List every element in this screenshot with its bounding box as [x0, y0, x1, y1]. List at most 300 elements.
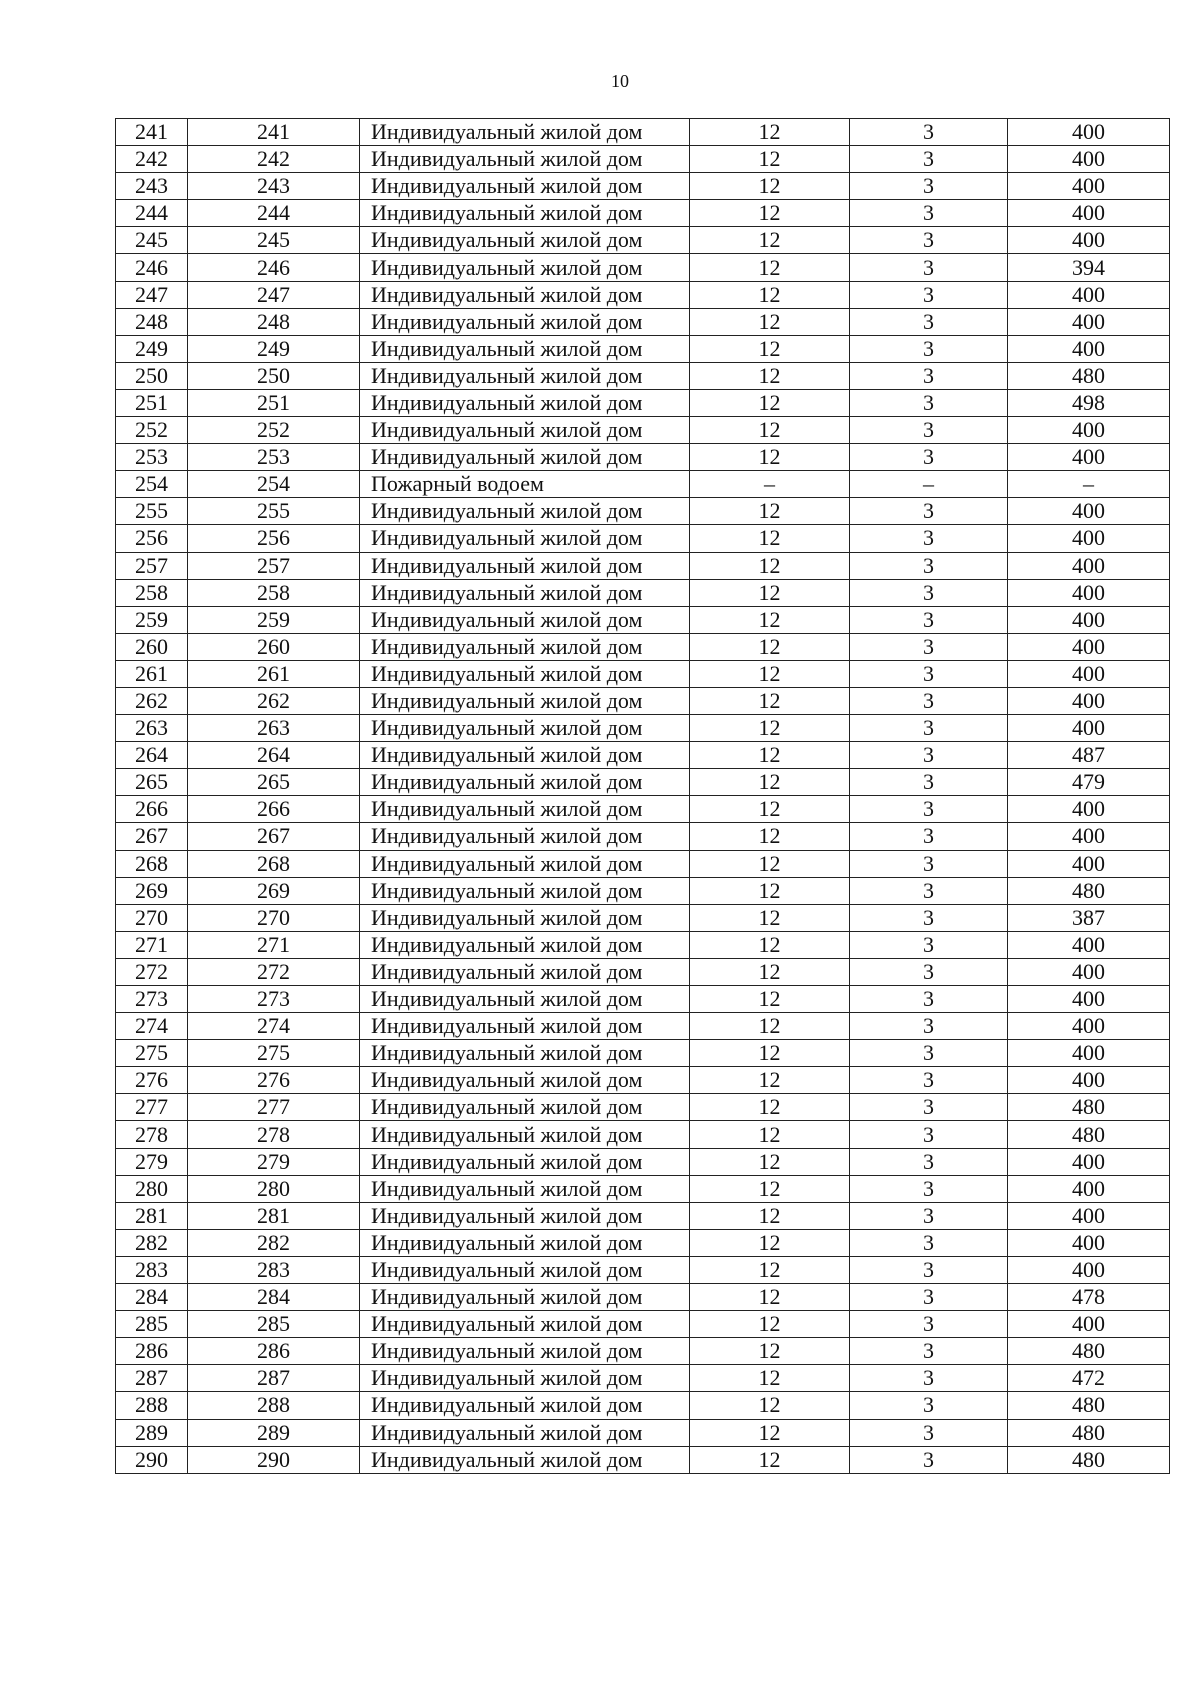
- lot-number-cell: 290: [188, 1446, 360, 1473]
- row-number-cell: 283: [116, 1256, 188, 1283]
- height-cell: 3: [850, 417, 1008, 444]
- purpose-cell: Индивидуальный жилой дом: [360, 281, 690, 308]
- purpose-cell: Индивидуальный жилой дом: [360, 904, 690, 931]
- row-number-cell: 246: [116, 254, 188, 281]
- lot-number-cell: 282: [188, 1229, 360, 1256]
- floors-cell: 12: [690, 1419, 850, 1446]
- area-cell: 400: [1008, 227, 1170, 254]
- table-row: [116, 1229, 1170, 1256]
- floors-cell: 12: [690, 1067, 850, 1094]
- row-number-cell: 266: [116, 796, 188, 823]
- lot-number-cell: 246: [188, 254, 360, 281]
- floors-cell: 12: [690, 1202, 850, 1229]
- lot-number-cell: 249: [188, 335, 360, 362]
- height-cell: 3: [850, 1284, 1008, 1311]
- area-cell: 400: [1008, 931, 1170, 958]
- height-cell: 3: [850, 1229, 1008, 1256]
- table-row: [116, 444, 1170, 471]
- lot-number-cell: 286: [188, 1338, 360, 1365]
- table-row: [116, 173, 1170, 200]
- lot-number-cell: 268: [188, 850, 360, 877]
- floors-cell: 12: [690, 525, 850, 552]
- height-cell: 3: [850, 931, 1008, 958]
- lot-number-cell: 269: [188, 877, 360, 904]
- height-cell: 3: [850, 1094, 1008, 1121]
- floors-cell: 12: [690, 1229, 850, 1256]
- table-row: [116, 931, 1170, 958]
- lot-number-cell: 276: [188, 1067, 360, 1094]
- purpose-cell: Индивидуальный жилой дом: [360, 1419, 690, 1446]
- row-number-cell: 251: [116, 389, 188, 416]
- lot-number-cell: 267: [188, 823, 360, 850]
- table-row: [116, 1121, 1170, 1148]
- height-cell: 3: [850, 1338, 1008, 1365]
- height-cell: 3: [850, 850, 1008, 877]
- floors-cell: 12: [690, 1311, 850, 1338]
- floors-cell: 12: [690, 579, 850, 606]
- floors-cell: 12: [690, 769, 850, 796]
- row-number-cell: 247: [116, 281, 188, 308]
- purpose-cell: Индивидуальный жилой дом: [360, 1202, 690, 1229]
- lot-number-cell: 287: [188, 1365, 360, 1392]
- lot-number-cell: 241: [188, 119, 360, 146]
- area-cell: 478: [1008, 1284, 1170, 1311]
- lot-number-cell: 256: [188, 525, 360, 552]
- table-row: [116, 200, 1170, 227]
- area-cell: 400: [1008, 606, 1170, 633]
- height-cell: 3: [850, 1121, 1008, 1148]
- row-number-cell: 258: [116, 579, 188, 606]
- row-number-cell: 289: [116, 1419, 188, 1446]
- row-number-cell: 242: [116, 146, 188, 173]
- height-cell: 3: [850, 1175, 1008, 1202]
- row-number-cell: 244: [116, 200, 188, 227]
- area-cell: 400: [1008, 850, 1170, 877]
- area-cell: 479: [1008, 769, 1170, 796]
- height-cell: 3: [850, 389, 1008, 416]
- area-cell: 400: [1008, 335, 1170, 362]
- purpose-cell: Индивидуальный жилой дом: [360, 986, 690, 1013]
- table-row: [116, 1284, 1170, 1311]
- area-cell: 400: [1008, 1148, 1170, 1175]
- lot-number-cell: 261: [188, 660, 360, 687]
- floors-cell: 12: [690, 254, 850, 281]
- table-row: [116, 904, 1170, 931]
- row-number-cell: 267: [116, 823, 188, 850]
- purpose-cell: Индивидуальный жилой дом: [360, 525, 690, 552]
- floors-cell: 12: [690, 850, 850, 877]
- table-row: [116, 796, 1170, 823]
- purpose-cell: Индивидуальный жилой дом: [360, 1175, 690, 1202]
- row-number-cell: 288: [116, 1392, 188, 1419]
- row-number-cell: 253: [116, 444, 188, 471]
- row-number-cell: 287: [116, 1365, 188, 1392]
- floors-cell: 12: [690, 958, 850, 985]
- lot-number-cell: 262: [188, 687, 360, 714]
- lot-number-cell: 242: [188, 146, 360, 173]
- floors-cell: 12: [690, 633, 850, 660]
- height-cell: 3: [850, 362, 1008, 389]
- lot-number-cell: 275: [188, 1040, 360, 1067]
- height-cell: 3: [850, 173, 1008, 200]
- table-row: [116, 146, 1170, 173]
- area-cell: 400: [1008, 173, 1170, 200]
- row-number-cell: 265: [116, 769, 188, 796]
- row-number-cell: 255: [116, 498, 188, 525]
- floors-cell: 12: [690, 796, 850, 823]
- area-cell: 400: [1008, 687, 1170, 714]
- table-row: [116, 1040, 1170, 1067]
- floors-cell: 12: [690, 1121, 850, 1148]
- purpose-cell: Индивидуальный жилой дом: [360, 200, 690, 227]
- floors-cell: 12: [690, 823, 850, 850]
- table-row: [116, 1256, 1170, 1283]
- row-number-cell: 285: [116, 1311, 188, 1338]
- area-cell: 480: [1008, 1121, 1170, 1148]
- lot-number-cell: 272: [188, 958, 360, 985]
- area-cell: 480: [1008, 362, 1170, 389]
- floors-cell: 12: [690, 1256, 850, 1283]
- lot-number-cell: 255: [188, 498, 360, 525]
- floors-cell: 12: [690, 498, 850, 525]
- row-number-cell: 262: [116, 687, 188, 714]
- row-number-cell: 277: [116, 1094, 188, 1121]
- purpose-cell: Индивидуальный жилой дом: [360, 1392, 690, 1419]
- height-cell: 3: [850, 308, 1008, 335]
- floors-cell: 12: [690, 119, 850, 146]
- height-cell: 3: [850, 823, 1008, 850]
- table-row: [116, 119, 1170, 146]
- row-number-cell: 260: [116, 633, 188, 660]
- table-row: [116, 958, 1170, 985]
- floors-cell: 12: [690, 1392, 850, 1419]
- area-cell: 400: [1008, 552, 1170, 579]
- area-cell: 472: [1008, 1365, 1170, 1392]
- floors-cell: 12: [690, 146, 850, 173]
- floors-cell: 12: [690, 1013, 850, 1040]
- area-cell: 400: [1008, 1040, 1170, 1067]
- area-cell: 400: [1008, 579, 1170, 606]
- table-row: [116, 335, 1170, 362]
- row-number-cell: 271: [116, 931, 188, 958]
- area-cell: 387: [1008, 904, 1170, 931]
- lot-number-cell: 289: [188, 1419, 360, 1446]
- row-number-cell: 259: [116, 606, 188, 633]
- height-cell: 3: [850, 606, 1008, 633]
- area-cell: 400: [1008, 119, 1170, 146]
- area-cell: 400: [1008, 796, 1170, 823]
- purpose-cell: Индивидуальный жилой дом: [360, 1067, 690, 1094]
- table-row: [116, 471, 1170, 498]
- height-cell: 3: [850, 1040, 1008, 1067]
- table-row: [116, 850, 1170, 877]
- height-cell: 3: [850, 1148, 1008, 1175]
- row-number-cell: 245: [116, 227, 188, 254]
- height-cell: 3: [850, 1419, 1008, 1446]
- lot-number-cell: 265: [188, 769, 360, 796]
- row-number-cell: 263: [116, 715, 188, 742]
- purpose-cell: Индивидуальный жилой дом: [360, 606, 690, 633]
- table-row: [116, 1338, 1170, 1365]
- floors-cell: 12: [690, 606, 850, 633]
- purpose-cell: Индивидуальный жилой дом: [360, 254, 690, 281]
- area-cell: 400: [1008, 200, 1170, 227]
- height-cell: 3: [850, 1013, 1008, 1040]
- lot-number-cell: 278: [188, 1121, 360, 1148]
- height-cell: 3: [850, 1256, 1008, 1283]
- row-number-cell: 270: [116, 904, 188, 931]
- height-cell: 3: [850, 1446, 1008, 1473]
- purpose-cell: Индивидуальный жилой дом: [360, 1040, 690, 1067]
- purpose-cell: Индивидуальный жилой дом: [360, 1338, 690, 1365]
- area-cell: 400: [1008, 146, 1170, 173]
- row-number-cell: 252: [116, 417, 188, 444]
- area-cell: 480: [1008, 1338, 1170, 1365]
- lot-number-cell: 243: [188, 173, 360, 200]
- height-cell: 3: [850, 119, 1008, 146]
- table-row: [116, 877, 1170, 904]
- height-cell: 3: [850, 986, 1008, 1013]
- height-cell: 3: [850, 796, 1008, 823]
- lot-number-cell: 252: [188, 417, 360, 444]
- height-cell: 3: [850, 1067, 1008, 1094]
- area-cell: 480: [1008, 1446, 1170, 1473]
- purpose-cell: Индивидуальный жилой дом: [360, 227, 690, 254]
- table-row: [116, 1202, 1170, 1229]
- height-cell: 3: [850, 1311, 1008, 1338]
- lot-number-cell: 253: [188, 444, 360, 471]
- table-row: [116, 1148, 1170, 1175]
- floors-cell: 12: [690, 715, 850, 742]
- floors-cell: 12: [690, 687, 850, 714]
- area-cell: 400: [1008, 525, 1170, 552]
- height-cell: 3: [850, 958, 1008, 985]
- floors-cell: 12: [690, 552, 850, 579]
- area-cell: 400: [1008, 1067, 1170, 1094]
- floors-cell: 12: [690, 1148, 850, 1175]
- area-cell: 400: [1008, 417, 1170, 444]
- purpose-cell: Индивидуальный жилой дом: [360, 1121, 690, 1148]
- row-number-cell: 286: [116, 1338, 188, 1365]
- table-row: [116, 1392, 1170, 1419]
- lot-number-cell: 288: [188, 1392, 360, 1419]
- floors-cell: 12: [690, 335, 850, 362]
- purpose-cell: Индивидуальный жилой дом: [360, 850, 690, 877]
- table-row: [116, 1175, 1170, 1202]
- table-row: [116, 606, 1170, 633]
- table-row: [116, 1419, 1170, 1446]
- area-cell: 400: [1008, 281, 1170, 308]
- floors-cell: 12: [690, 362, 850, 389]
- table-row: [116, 254, 1170, 281]
- lot-number-cell: 260: [188, 633, 360, 660]
- floors-cell: 12: [690, 742, 850, 769]
- lot-number-cell: 273: [188, 986, 360, 1013]
- floors-cell: 12: [690, 1175, 850, 1202]
- lot-number-cell: 271: [188, 931, 360, 958]
- lot-number-cell: 259: [188, 606, 360, 633]
- floors-cell: 12: [690, 173, 850, 200]
- table-row: [116, 687, 1170, 714]
- lot-number-cell: 258: [188, 579, 360, 606]
- height-cell: 3: [850, 552, 1008, 579]
- area-cell: 487: [1008, 742, 1170, 769]
- purpose-cell: Индивидуальный жилой дом: [360, 417, 690, 444]
- lot-number-cell: 266: [188, 796, 360, 823]
- height-cell: 3: [850, 904, 1008, 931]
- area-cell: 480: [1008, 877, 1170, 904]
- table-row: [116, 1446, 1170, 1473]
- area-cell: 400: [1008, 633, 1170, 660]
- lot-number-cell: 264: [188, 742, 360, 769]
- row-number-cell: 276: [116, 1067, 188, 1094]
- table-row: [116, 742, 1170, 769]
- purpose-cell: Индивидуальный жилой дом: [360, 1284, 690, 1311]
- lots-table: [115, 118, 1170, 1474]
- height-cell: 3: [850, 1202, 1008, 1229]
- row-number-cell: 248: [116, 308, 188, 335]
- height-cell: 3: [850, 1365, 1008, 1392]
- height-cell: 3: [850, 633, 1008, 660]
- row-number-cell: 290: [116, 1446, 188, 1473]
- row-number-cell: 241: [116, 119, 188, 146]
- floors-cell: 12: [690, 444, 850, 471]
- area-cell: 400: [1008, 986, 1170, 1013]
- purpose-cell: Индивидуальный жилой дом: [360, 660, 690, 687]
- table-row: [116, 308, 1170, 335]
- row-number-cell: 281: [116, 1202, 188, 1229]
- row-number-cell: 261: [116, 660, 188, 687]
- area-cell: 400: [1008, 1013, 1170, 1040]
- floors-cell: 12: [690, 986, 850, 1013]
- purpose-cell: Индивидуальный жилой дом: [360, 1013, 690, 1040]
- floors-cell: 12: [690, 389, 850, 416]
- floors-cell: 12: [690, 1284, 850, 1311]
- floors-cell: 12: [690, 200, 850, 227]
- table-row: [116, 986, 1170, 1013]
- lot-number-cell: 285: [188, 1311, 360, 1338]
- purpose-cell: Индивидуальный жилой дом: [360, 823, 690, 850]
- area-cell: –: [1008, 471, 1170, 498]
- table-row: [116, 660, 1170, 687]
- purpose-cell: Пожарный водоем: [360, 471, 690, 498]
- height-cell: 3: [850, 525, 1008, 552]
- table-row: [116, 552, 1170, 579]
- lot-number-cell: 254: [188, 471, 360, 498]
- purpose-cell: Индивидуальный жилой дом: [360, 1365, 690, 1392]
- height-cell: 3: [850, 227, 1008, 254]
- purpose-cell: Индивидуальный жилой дом: [360, 1311, 690, 1338]
- table-row: [116, 1311, 1170, 1338]
- row-number-cell: 272: [116, 958, 188, 985]
- lot-number-cell: 244: [188, 200, 360, 227]
- purpose-cell: Индивидуальный жилой дом: [360, 362, 690, 389]
- lot-number-cell: 280: [188, 1175, 360, 1202]
- lot-number-cell: 284: [188, 1284, 360, 1311]
- height-cell: 3: [850, 254, 1008, 281]
- table-row: [116, 281, 1170, 308]
- area-cell: 400: [1008, 1202, 1170, 1229]
- purpose-cell: Индивидуальный жилой дом: [360, 877, 690, 904]
- lot-number-cell: 257: [188, 552, 360, 579]
- row-number-cell: 250: [116, 362, 188, 389]
- purpose-cell: Индивидуальный жилой дом: [360, 687, 690, 714]
- row-number-cell: 264: [116, 742, 188, 769]
- purpose-cell: Индивидуальный жилой дом: [360, 1446, 690, 1473]
- table-row: [116, 769, 1170, 796]
- area-cell: 480: [1008, 1419, 1170, 1446]
- lot-number-cell: 263: [188, 715, 360, 742]
- height-cell: 3: [850, 281, 1008, 308]
- purpose-cell: Индивидуальный жилой дом: [360, 1256, 690, 1283]
- purpose-cell: Индивидуальный жилой дом: [360, 579, 690, 606]
- row-number-cell: 275: [116, 1040, 188, 1067]
- table-row: [116, 525, 1170, 552]
- area-cell: 480: [1008, 1094, 1170, 1121]
- height-cell: 3: [850, 715, 1008, 742]
- row-number-cell: 278: [116, 1121, 188, 1148]
- area-cell: 400: [1008, 715, 1170, 742]
- floors-cell: 12: [690, 931, 850, 958]
- height-cell: 3: [850, 579, 1008, 606]
- table-row: [116, 823, 1170, 850]
- table-row: [116, 227, 1170, 254]
- row-number-cell: 249: [116, 335, 188, 362]
- row-number-cell: 269: [116, 877, 188, 904]
- purpose-cell: Индивидуальный жилой дом: [360, 389, 690, 416]
- page-number: 10: [611, 71, 629, 91]
- area-cell: 400: [1008, 444, 1170, 471]
- row-number-cell: 279: [116, 1148, 188, 1175]
- purpose-cell: Индивидуальный жилой дом: [360, 1094, 690, 1121]
- lot-number-cell: 250: [188, 362, 360, 389]
- area-cell: 400: [1008, 1256, 1170, 1283]
- height-cell: –: [850, 471, 1008, 498]
- area-cell: 400: [1008, 660, 1170, 687]
- area-cell: 480: [1008, 1392, 1170, 1419]
- area-cell: 400: [1008, 958, 1170, 985]
- lot-number-cell: 279: [188, 1148, 360, 1175]
- lot-number-cell: 251: [188, 389, 360, 416]
- lot-number-cell: 281: [188, 1202, 360, 1229]
- row-number-cell: 273: [116, 986, 188, 1013]
- area-cell: 498: [1008, 389, 1170, 416]
- table-row: [116, 417, 1170, 444]
- floors-cell: –: [690, 471, 850, 498]
- floors-cell: 12: [690, 281, 850, 308]
- row-number-cell: 282: [116, 1229, 188, 1256]
- table-row: [116, 1365, 1170, 1392]
- row-number-cell: 243: [116, 173, 188, 200]
- purpose-cell: Индивидуальный жилой дом: [360, 958, 690, 985]
- purpose-cell: Индивидуальный жилой дом: [360, 552, 690, 579]
- floors-cell: 12: [690, 1338, 850, 1365]
- purpose-cell: Индивидуальный жилой дом: [360, 931, 690, 958]
- height-cell: 3: [850, 444, 1008, 471]
- row-number-cell: 256: [116, 525, 188, 552]
- height-cell: 3: [850, 200, 1008, 227]
- purpose-cell: Индивидуальный жилой дом: [360, 444, 690, 471]
- purpose-cell: Индивидуальный жилой дом: [360, 173, 690, 200]
- lot-number-cell: 274: [188, 1013, 360, 1040]
- table-row: [116, 362, 1170, 389]
- floors-cell: 12: [690, 660, 850, 687]
- table-row: [116, 715, 1170, 742]
- height-cell: 3: [850, 335, 1008, 362]
- row-number-cell: 268: [116, 850, 188, 877]
- purpose-cell: Индивидуальный жилой дом: [360, 335, 690, 362]
- lots-table-body: [116, 119, 1170, 1474]
